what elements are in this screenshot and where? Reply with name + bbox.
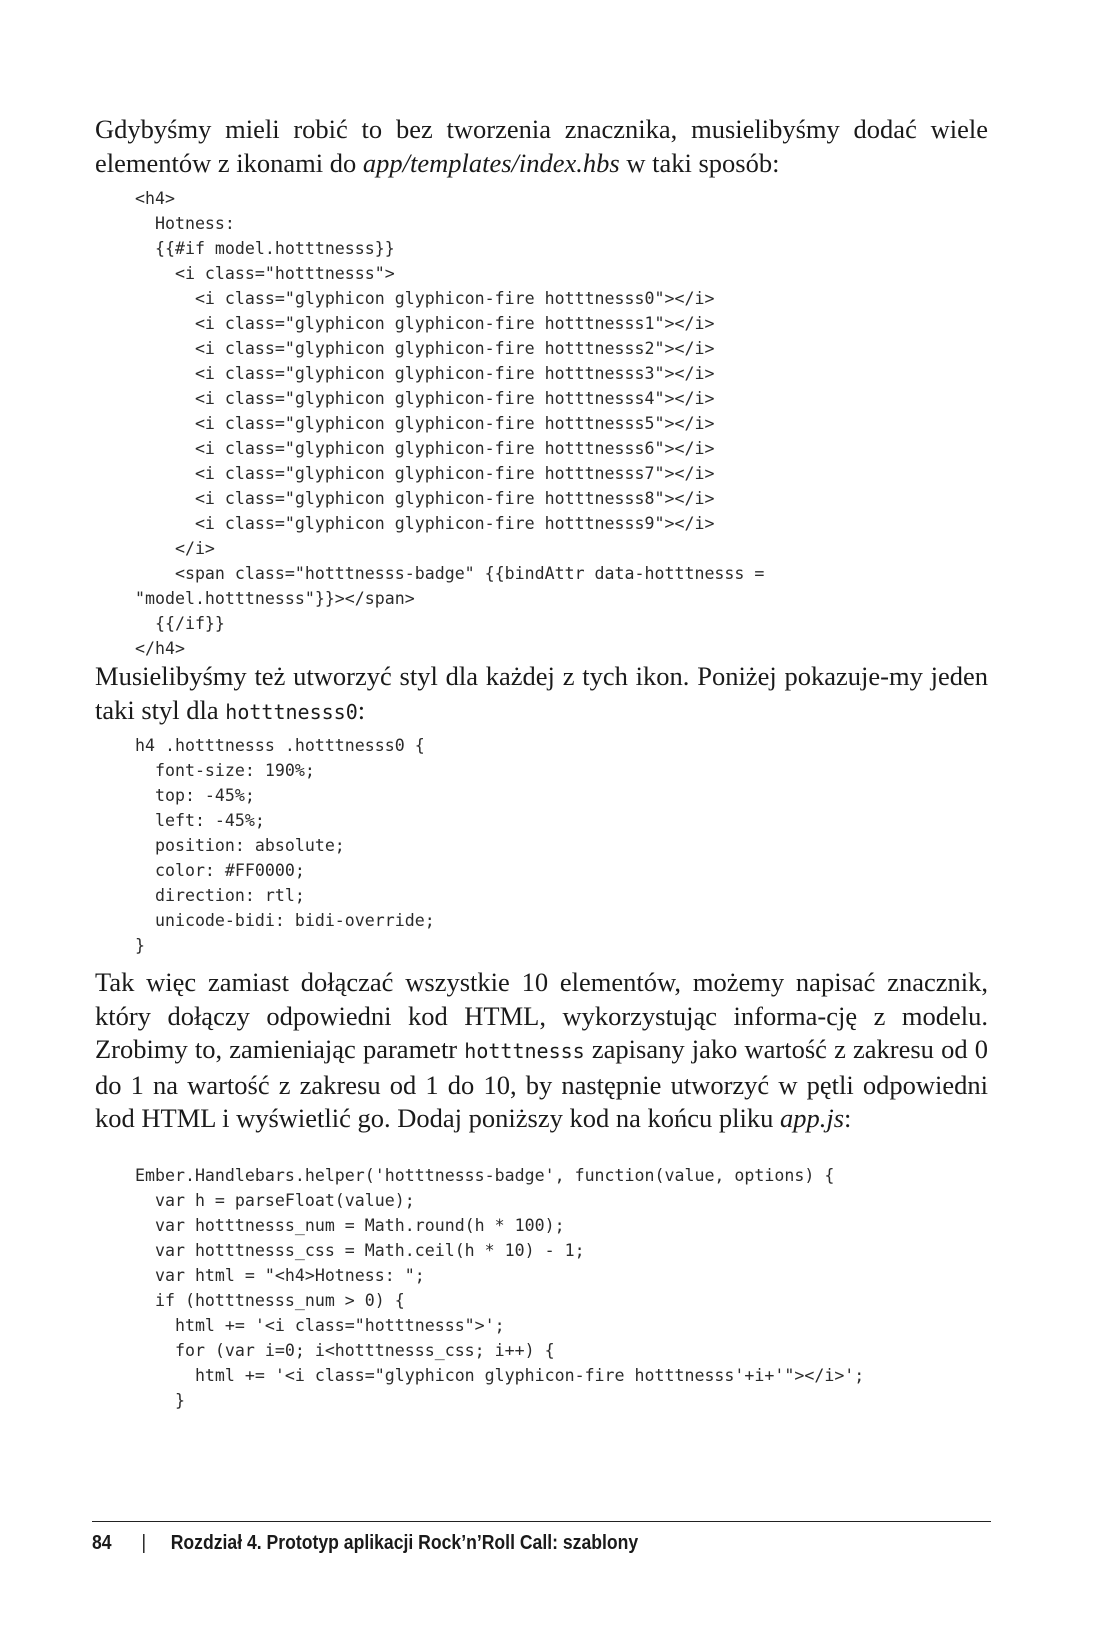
code-line: <i class="glyphicon glyphicon-fire hotttnesss8"></i> [135,489,715,508]
helper-text-middle: zapisany jako wartość z zakresu od 0 do 1 na wartość z zakresu od 1 do 10, by następnie utworzyć w pętli odpowiedni kod HTML i wyświetlić go. Dodaj poniższy kod na końcu pliku [95,1034,988,1133]
code-line: top: -45%; [135,786,255,805]
code-line: font-size: 190%; [135,761,315,780]
code-line: if (hotttnesss_num > 0) { [135,1291,405,1310]
code-line: <h4> [135,189,175,208]
code-line: var html = "<h4>Hotness: "; [135,1266,425,1285]
code-line: for (var i=0; i<hotttnesss_css; i++) { [135,1341,555,1360]
code-line: <i class="glyphicon glyphicon-fire hotttnesss3"></i> [135,364,715,383]
code-line: direction: rtl; [135,886,305,905]
helper-text-end: : [844,1103,852,1133]
chapter-title: Rozdział 4. Prototyp aplikacji Rock’n’Roll Call: szablony [170,1532,639,1554]
helper-code-block [135,1163,864,1413]
code-line: unicode-bidi: bidi-override; [135,911,435,930]
code-line: position: absolute; [135,836,345,855]
code-line: <i class="glyphicon glyphicon-fire hotttnesss2"></i> [135,339,715,358]
code-line: color: #FF0000; [135,861,305,880]
style-paragraph [95,660,988,729]
code-line: Ember.Handlebars.helper('hotttnesss-badge', function(value, options) { [135,1166,835,1185]
css-code-block [135,733,435,958]
template-file-path: app/templates/index.hbs [362,147,620,178]
helper-paragraph [95,966,988,1136]
code-line: h4 .hotttnesss .hotttnesss0 { [135,736,425,755]
style-text-end: : [357,694,366,725]
code-line: var h = parseFloat(value); [135,1191,415,1210]
class-name-code: hotttnesss0 [225,699,358,724]
code-line: </h4> [135,639,185,658]
footer-separator: | [141,1532,147,1554]
code-line: } [135,936,145,955]
code-line: </i> [135,539,215,558]
intro-text-end: w taki sposób: [619,147,780,178]
page-footer [92,1528,638,1558]
code-line: Hotness: [135,214,235,233]
code-line: var hotttnesss_css = Math.ceil(h * 10) - 1; [135,1241,585,1260]
code-line: <span class="hotttnesss-badge" {{bindAttr data-hotttnesss = [135,564,765,583]
intro-paragraph [95,113,988,180]
code-line: <i class="glyphicon glyphicon-fire hotttnesss6"></i> [135,439,715,458]
code-line: <i class="glyphicon glyphicon-fire hotttnesss0"></i> [135,289,715,308]
code-line: left: -45%; [135,811,265,830]
code-line: {{/if}} [135,614,225,633]
style-text: Musielibyśmy też utworzyć styl dla każdej z tych ikon. Poniżej pokazuje-my jeden taki styl dla [95,661,988,725]
parameter-code: hotttnesss [464,1039,585,1063]
code-line: <i class="glyphicon glyphicon-fire hotttnesss4"></i> [135,389,715,408]
code-line: <i class="hotttnesss"> [135,264,395,283]
code-line: {{#if model.hotttnesss}} [135,239,395,258]
code-line: <i class="glyphicon glyphicon-fire hotttnesss5"></i> [135,414,715,433]
code-line: <i class="glyphicon glyphicon-fire hotttnesss9"></i> [135,514,715,533]
code-line: <i class="glyphicon glyphicon-fire hotttnesss1"></i> [135,314,715,333]
template-code-block [135,186,764,661]
code-line: var hotttnesss_num = Math.round(h * 100); [135,1216,565,1235]
app-file-path: app.js [779,1103,845,1133]
code-line: html += '<i class="glyphicon glyphicon-fire hotttnesss'+i+'"></i>'; [135,1366,865,1385]
code-line: "model.hotttnesss"}}></span> [135,589,415,608]
helper-text: Tak więc zamiast dołączać wszystkie 10 elementów, możemy napisać znacznik, który dołączy odpowiedni kod HTML, wykorzystując informa-cję z modelu. Zrobimy to, zamieniając parametr [95,967,988,1064]
code-line: <i class="glyphicon glyphicon-fire hotttnesss7"></i> [135,464,715,483]
intro-text: Gdybyśmy mieli robić to bez tworzenia znacznika, musielibyśmy dodać wiele elementów z ikonami do [95,114,988,178]
footer-rule [92,1521,991,1522]
code-line: } [135,1391,185,1410]
page-number: 84 [92,1532,112,1554]
code-line: html += '<i class="hotttnesss">'; [135,1316,505,1335]
